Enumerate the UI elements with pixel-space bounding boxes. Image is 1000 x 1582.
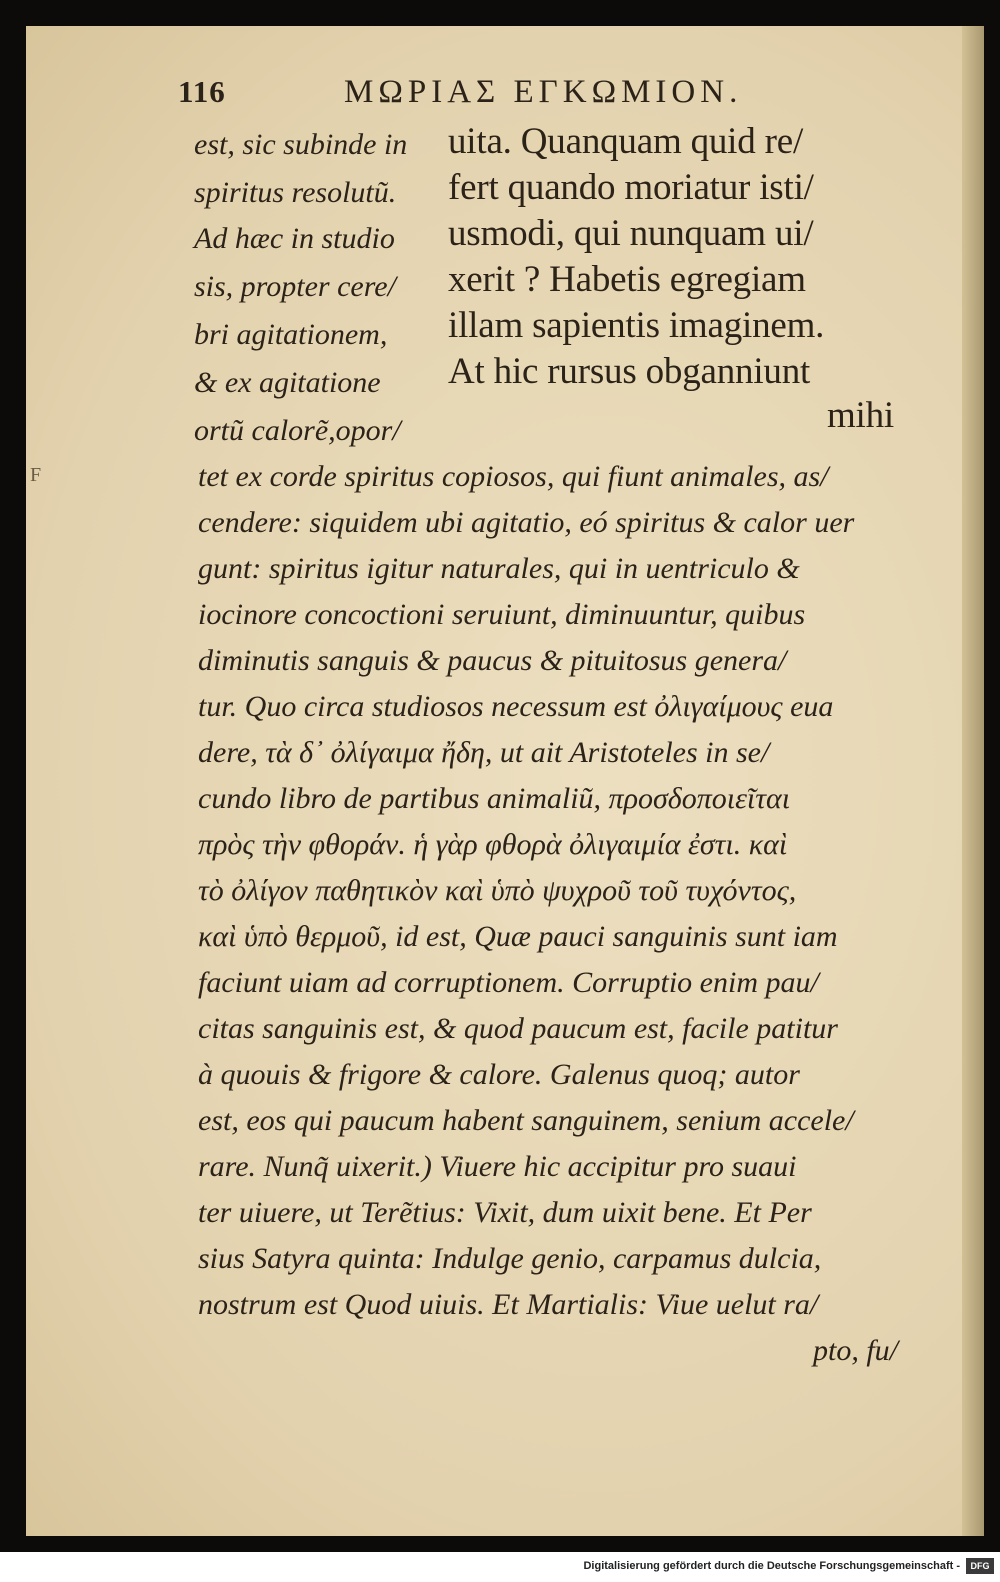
page-number: 116: [178, 74, 226, 109]
book-page: [26, 26, 984, 1536]
note-line: καὶ ὑπὸ θερμοῦ, id est, Quæ pauci sanguinis sunt iam: [198, 920, 838, 953]
note-line: dere, τὰ δ᾽ ὀλίγαιμα ἤδη, ut ait Aristoteles in se/: [198, 736, 770, 769]
note-line: τὸ ὀλίγον παθητικὸν καὶ ὑπὸ ψυχροῦ τοῦ τυχόντος,: [198, 874, 797, 907]
note-line: rare. Nunq̃ uixerit.) Viuere hic accipitur pro suaui: [198, 1150, 797, 1183]
note-line: tur. Quo circa studiosos necessum est ὀλιγαίμους eua: [198, 690, 834, 723]
margin-line: sis, propter cere/: [194, 270, 396, 303]
page-edge-shadow: [962, 26, 984, 1536]
note-line: gunt: spiritus igitur naturales, qui in uentriculo &: [198, 552, 800, 585]
main-text-line: At hic rursus obganniunt: [448, 351, 811, 392]
margin-line: est, sic subinde in: [194, 128, 408, 161]
note-line: faciunt uiam ad corruptionem. Corruptio enim pau/: [198, 966, 819, 999]
note-line: πρὸς τὴν φθοράν. ἡ γὰρ φθορὰ ὀλιγαιμία ἐστι. καὶ: [198, 828, 788, 861]
note-line: iocinore concoctioni seruiunt, diminuuntur, quibus: [198, 598, 806, 631]
note-line: cundo libro de partibus animaliũ, προσδοποιεῖται: [198, 782, 791, 815]
note-line: pto, fu/: [812, 1334, 898, 1367]
note-line: à quouis & frigore & calore. Galenus quoq; autor: [198, 1058, 800, 1091]
margin-line: Ad hæc in studio: [194, 222, 395, 255]
main-text-line: mihi: [826, 395, 894, 436]
note-line: est, eos qui paucum habent sanguinem, senium accele/: [198, 1104, 854, 1137]
main-text-line: usmodi, qui nunquam ui/: [448, 213, 814, 254]
margin-line: ortũ calorẽ,opor/: [194, 414, 401, 447]
margin-mark: F: [30, 464, 42, 486]
note-line: ter uiuere, ut Terẽtius: Vixit, dum uixit bene. Et Per: [198, 1196, 812, 1229]
main-text-line: fert quando moriatur isti/: [448, 167, 814, 208]
running-head: ΜΩΡΙΑΣ ΕΓΚΩΜΙΟΝ.: [344, 74, 743, 110]
dfg-logo: DFG: [966, 1558, 994, 1574]
margin-line: bri agitationem,: [194, 318, 388, 351]
margin-line: spiritus resolutũ.: [194, 176, 397, 209]
margin-line: & ex agitatione: [194, 366, 381, 399]
note-line: cendere: siquidem ubi agitatio, eó spiritus & calor uer: [198, 506, 855, 539]
note-line: diminutis sanguis & paucus & pituitosus genera/: [198, 644, 787, 677]
main-text-line: illam sapientis imaginem.: [448, 305, 825, 346]
digitization-footer: [0, 1552, 1000, 1582]
note-line: citas sanguinis est, & quod paucum est, facile patitur: [198, 1012, 838, 1045]
main-text-line: uita. Quanquam quid re/: [448, 121, 804, 162]
note-line: nostrum est Quod uiuis. Et Martialis: Viue uelut ra/: [198, 1288, 819, 1321]
main-text-line: xerit ? Habetis egregiam: [448, 259, 806, 300]
note-line: sius Satyra quinta: Indulge genio, carpamus dulcia,: [198, 1242, 822, 1275]
note-line: tet ex corde spiritus copiosos, qui fiunt animales, as/: [198, 460, 829, 493]
footer-credit: Digitalisierung gefördert durch die Deutsche Forschungsgemeinschaft -: [583, 1560, 960, 1572]
